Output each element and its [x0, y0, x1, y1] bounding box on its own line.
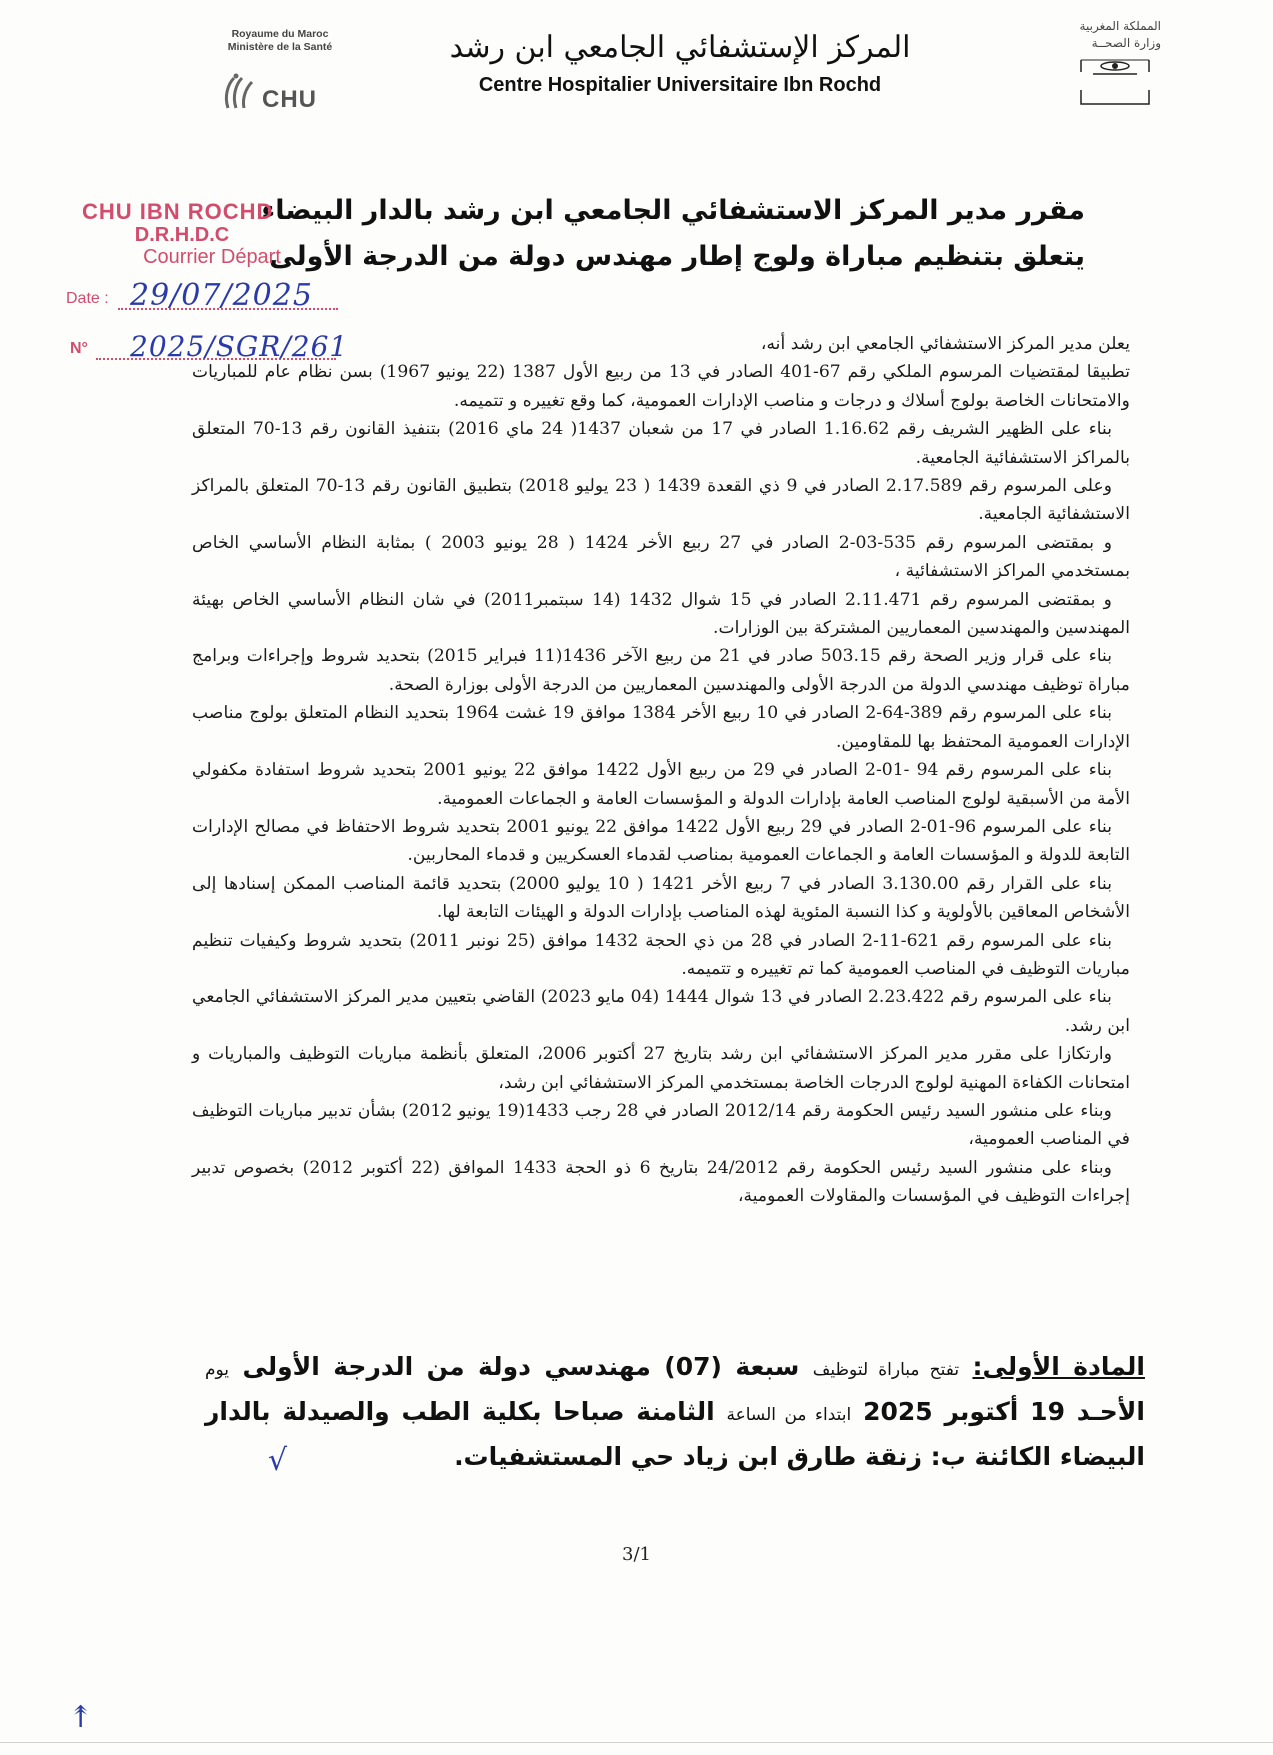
- chu-logo-text: CHU: [262, 86, 317, 113]
- checkmark-icon: √: [268, 1443, 288, 1478]
- preamble-body: [192, 330, 1130, 1211]
- preamble-paragraph: بناء على المرسوم 96-01-2 الصادر في 29 ربيع الأول 1422 موافق 22 يونيو 2001 بتحديد شروط الاحتفاظ في مصالح الإدارات التابعة للدولة و المؤسسات العامة و الجماعات العمومية بمناصب لقدماء العسكريين و قدماء المحاربين.: [192, 816, 1130, 866]
- title-line1: مقرر مدير المركز الاستشفائي الجامعي ابن رشد بالدار البيضاء: [261, 195, 1085, 226]
- preamble-paragraph: بناء على المرسوم رقم 94 -01-2 الصادر في 29 من ربيع الأول 1422 موافق 22 يونيو 2001 بتحديد شروط استفادة مكفولي الأمة من الأسبقية لولوج المناصب العامة بإدارات الدولة و المؤسسات العامة و الجماعات العمومية.: [192, 760, 1130, 809]
- chu-logo-icon: [222, 72, 258, 112]
- courier-stamp: [82, 200, 332, 268]
- decision-title: [205, 188, 1085, 280]
- preamble-paragraph: بناء على قرار وزير الصحة رقم 503.15 صادر في 21 من ربيع الآخر 1436(11 فبراير 2015) بتحديد شروط وإجراءات وبرامج مباراة توظيف مهندسي الدولة من الدرجة الأولى والمهندسين المعماريين من الدرجة الأولى بوزارة الصحة.: [192, 646, 1130, 695]
- stamp-number-label: N°: [70, 340, 88, 357]
- preamble-paragraph: تطبيقا لمقتضيات المرسوم الملكي رقم 67-401 الصادر في 13 من ربيع الأول 1387 (22 يونيو 1967) بسن نظام عام للمباريات والامتحانات الخاصة بولوج أسلاك و درجات و مناصب الإدارات العمومية، كما وقع تغييره و تتميمه.: [192, 362, 1130, 411]
- stamp-line1: CHU IBN ROCHD: [82, 199, 274, 224]
- ministry-ar-block: [1051, 18, 1161, 52]
- ministry-emblem-icon: [1075, 56, 1155, 108]
- preamble-paragraph: وارتكازا على مقرر مدير المركز الاستشفائي ابن رشد بتاريخ 27 أكتوبر 2006، المتعلق بأنظمة مباريات التوظيف والمباريات و امتحانات الكفاءة المهنية لولوج الدرجات الخاصة بمستخدمي المركز الاستشفائي ابن رشد،: [192, 1044, 1130, 1093]
- article-one: [205, 1346, 1145, 1478]
- institution-header: [420, 28, 940, 97]
- stamp-line3: Courrier Départ: [143, 246, 281, 268]
- preamble-paragraph: بناء على الظهير الشريف رقم 1.16.62 الصادر في 17 من شعبان 1437( 24 ماي 2016) بتنفيذ القانون رقم 13-70 المتعلق بالمراكز الاستشفائية الجامعية.: [192, 419, 1130, 468]
- preamble-paragraph: وبناء على منشور السيد رئيس الحكومة رقم 24/2012 بتاريخ 6 ذو الحجة 1433 الموافق (22 أكتوبر 2012) بخصوص تدبير إجراءات التوظيف في المؤسسات والمقاولات العمومية،: [192, 1157, 1130, 1207]
- title-line2: يتعلق بتنظيم مباراة ولوج إطار مهندس دولة من الدرجة الأولى: [269, 241, 1085, 272]
- article-bold: الثامنة صباحا بكلية الطب والصيدلة بالدار البيضاء الكائنة ب: زنقة طارق ابن زياد حي المستشفيات.: [205, 1397, 1145, 1471]
- article-text: ابتداء من الساعة: [726, 1405, 852, 1425]
- stamp-line2: D.R.H.D.C: [134, 224, 230, 246]
- stamp-date-value: 29/07/2025: [130, 278, 313, 313]
- ministry-fr-line2: Ministère de la Santé: [227, 41, 333, 53]
- article-bold: الأحـد 19 أكتوبر 2025: [863, 1397, 1145, 1426]
- ministry-ar-line1: المملكة المغربية: [1079, 19, 1161, 33]
- handwritten-initials-icon: ↟: [68, 1700, 94, 1735]
- ministry-fr-line1: Royaume du Maroc: [231, 28, 329, 40]
- page-number: 3/1: [622, 1544, 651, 1565]
- stamp-number-value: 2025/SGR/261: [130, 330, 349, 363]
- institution-name-fr: Centre Hospitalier Universitaire Ibn Rochd: [478, 74, 882, 96]
- preamble-paragraph: وبناء على منشور السيد رئيس الحكومة رقم 2012/14 الصادر في 28 رجب 1433(19 يونيو 2012) بشأن تدبير مباريات التوظيف في المناصب العمومية،: [192, 1100, 1130, 1150]
- preamble-paragraph: و بمقتضى المرسوم رقم 535-03-2 الصادر في 27 ربيع الأخر 1424 ( 28 يونيو 2003 ) بمثابة النظام الأساسي الخاص بمستخدمي المراكز الاستشفائية ،: [192, 532, 1130, 582]
- page-bottom-rule: [0, 1742, 1273, 1743]
- preamble-paragraph: بناء على القرار رقم 3.130.00 الصادر في 7 ربيع الأخر 1421 ( 10 يوليو 2000) بتحديد قائمة المناصب الممكن إسنادها إلى الأشخاص المعاقين بالأولوية و كذا النسبة المئوية لهذه المناصب بإدارات الدولة و الهيئات التابعة لها.: [192, 873, 1130, 923]
- preamble-paragraph: بناء على المرسوم رقم 389-64-2 الصادر في 10 ربيع الأخر 1384 موافق 19 غشت 1964 بتحديد النظام المتعلق بولوج مناصب الإدارات العمومية المحتفظ بها للمقاومين.: [192, 703, 1130, 752]
- stamp-date-label: Date :: [66, 290, 109, 307]
- preamble-paragraph: بناء على المرسوم رقم 2.23.422 الصادر في 13 شوال 1444 (04 مايو 2023) القاضي بتعيين مدير المركز الاستشفائي الجامعي ابن رشد.: [192, 987, 1130, 1036]
- ministry-fr-block: [200, 28, 360, 54]
- article-bold: سبعة (07) مهندسي دولة من الدرجة الأولى: [242, 1352, 800, 1381]
- preamble-paragraph: بناء على المرسوم رقم 621-11-2 الصادر في 28 من ذي الحجة 1432 موافق (25 نونبر 2011) بتحديد شروط وكيفيات تنظيم مباريات التوظيف في المناصب العمومية كما تم تغييره و تتميمه.: [192, 930, 1130, 979]
- institution-name-ar: المركز الإستشفائي الجامعي ابن رشد: [449, 30, 911, 65]
- article-label: المادة الأولى:: [972, 1352, 1145, 1381]
- article-text: تفتح مباراة لتوظيف: [812, 1360, 960, 1380]
- article-text: يوم: [205, 1360, 230, 1380]
- chu-logo: [218, 70, 338, 116]
- preamble-paragraph: و بمقتضى المرسوم رقم 2.11.471 الصادر في 15 شوال 1432 (14 سبتمبر2011) في شان النظام الأساسي الخاص بهيئة المهندسين والمهندسين المعماريين المشتركة بين الوزارات.: [192, 589, 1130, 639]
- preamble-intro: يعلن مدير المركز الاستشفائي الجامعي ابن رشد أنه،: [760, 334, 1130, 354]
- preamble-paragraph: وعلى المرسوم رقم 2.17.589 الصادر في 9 ذي القعدة 1439 ( 23 يوليو 2018) بتطبيق القانون رقم 13-70 المتعلق بالمراكز الاستشفائية الجامعية.: [192, 476, 1130, 525]
- ministry-ar-line2: وزارة الصحــة: [1091, 36, 1161, 50]
